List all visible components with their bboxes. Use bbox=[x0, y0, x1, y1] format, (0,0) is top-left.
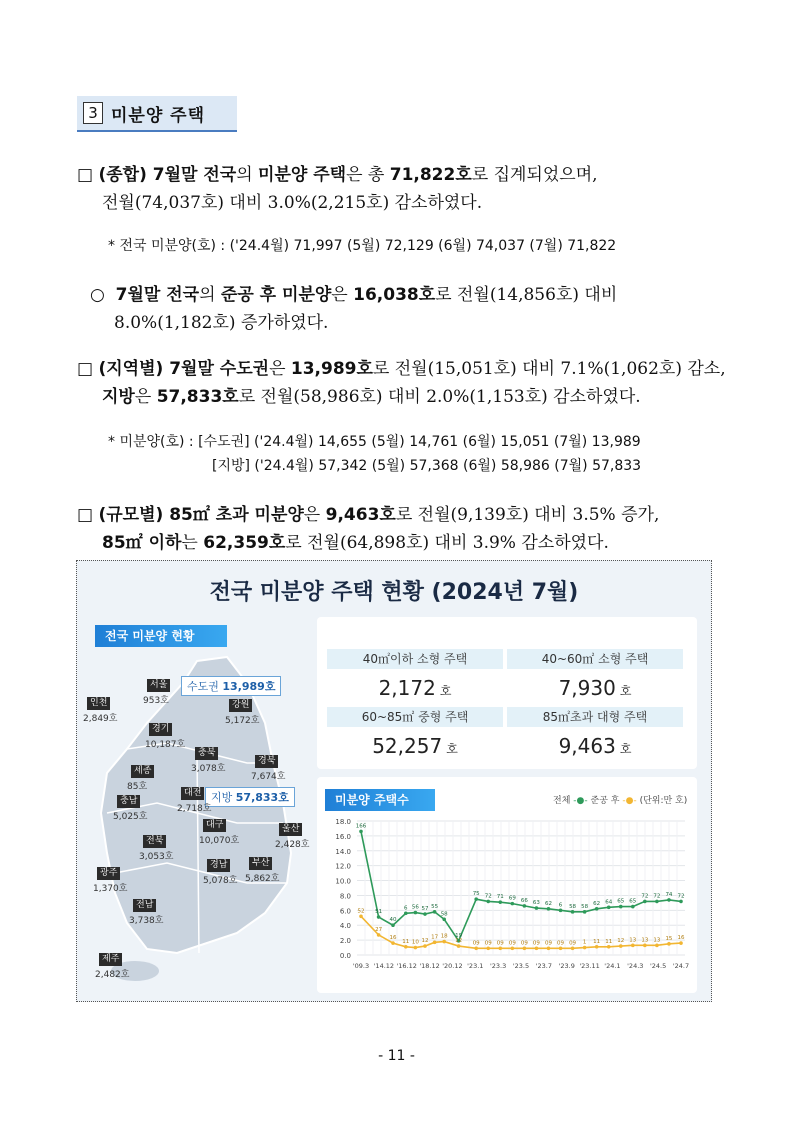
data-label: 6 bbox=[558, 902, 563, 909]
data-point bbox=[643, 900, 647, 904]
paragraph-completed: ○ 7월말 전국의 준공 후 미분양은 16,038호로 전월(14,856호) 대비 bbox=[90, 285, 618, 305]
note-regional-1: * 미분양(호) : [수도권] ('24.4월) 14,655 (5월) 14,761 (6월) 15,051 (7월) 13,989 bbox=[108, 434, 641, 450]
size-category-value: 2,172 호 bbox=[378, 676, 452, 700]
data-label: 72 bbox=[641, 893, 649, 900]
data-label: 64 bbox=[605, 899, 613, 906]
data-point bbox=[547, 947, 551, 951]
legend-unit: (단위:만 호) bbox=[639, 796, 688, 806]
section-number: 3 bbox=[83, 102, 103, 124]
data-point bbox=[619, 944, 623, 948]
region-value: 2,482호 bbox=[95, 970, 130, 980]
region-value: 2,718호 bbox=[177, 804, 212, 814]
data-label: 27 bbox=[375, 926, 383, 933]
region-name: 경북 bbox=[255, 755, 278, 768]
data-point bbox=[571, 910, 575, 914]
data-point bbox=[667, 898, 671, 902]
data-label: 09 bbox=[520, 940, 528, 947]
data-label: 15 bbox=[665, 935, 673, 942]
x-tick-label: '23.3 bbox=[490, 962, 507, 970]
data-point bbox=[595, 907, 599, 911]
region-name: 제주 bbox=[99, 953, 122, 966]
region-name: 강원 bbox=[229, 699, 252, 712]
data-point bbox=[498, 947, 502, 951]
region-name: 울산 bbox=[279, 823, 302, 836]
paragraph-regional: □ (지역별) 7월말 수도권은 13,989호로 전월(15,051호) 대비 7.1%(1,062호) 감소, bbox=[77, 359, 726, 379]
data-label: 16 bbox=[677, 935, 685, 942]
data-label: 6 bbox=[404, 905, 408, 912]
data-label: 55 bbox=[431, 903, 439, 910]
data-point bbox=[643, 944, 647, 948]
y-tick-label: 12.0 bbox=[335, 862, 351, 871]
data-label: 63 bbox=[532, 900, 540, 907]
data-label: 52 bbox=[357, 908, 365, 915]
infographic-title: 전국 미분양 주택 현황 (2024년 7월) bbox=[209, 580, 579, 605]
region-value: 1,370호 bbox=[93, 884, 128, 894]
data-point bbox=[607, 945, 611, 949]
data-point bbox=[414, 946, 418, 950]
region-value: 5,025호 bbox=[113, 812, 148, 822]
data-point bbox=[655, 900, 659, 904]
data-point bbox=[359, 830, 363, 834]
legend-completed: 준공 후 bbox=[590, 796, 620, 806]
region-name: 충북 bbox=[195, 747, 218, 760]
region-value: 3,078호 bbox=[191, 764, 226, 774]
data-point bbox=[667, 942, 671, 946]
paragraph-regional-line2: 지방은 57,833호로 전월(58,986호) 대비 2.0%(1,153호) 감소하였다. bbox=[102, 387, 641, 407]
data-label: 09 bbox=[532, 940, 540, 947]
x-tick-label: '24.3 bbox=[627, 962, 644, 970]
data-point bbox=[655, 944, 659, 948]
data-label: 72 bbox=[653, 893, 661, 900]
data-point bbox=[423, 944, 427, 948]
x-tick-label: '24.7 bbox=[672, 962, 690, 970]
data-point bbox=[523, 904, 527, 908]
data-point bbox=[377, 933, 381, 937]
map-tab: 전국 미분양 현황 bbox=[95, 625, 227, 647]
data-label: 09 bbox=[496, 940, 504, 947]
region-name: 대전 bbox=[181, 787, 204, 800]
data-point bbox=[583, 910, 587, 914]
region-name: 인천 bbox=[87, 697, 110, 710]
data-label: 75 bbox=[472, 891, 480, 898]
data-label: 57 bbox=[421, 906, 429, 913]
legend-total: 전체 bbox=[553, 796, 571, 806]
data-point bbox=[433, 941, 437, 945]
data-label: 12 bbox=[455, 938, 463, 945]
data-label: 12 bbox=[421, 938, 429, 945]
data-label: 58 bbox=[581, 903, 589, 910]
paragraph-size: □ (규모별) 85㎡ 초과 미분양은 9,463호로 전월(9,139호) 대비 3.5% 증가, bbox=[77, 505, 660, 525]
y-tick-label: 0.0 bbox=[339, 952, 351, 960]
paragraph-summary-line2: 전월(74,037호) 대비 3.0%(2,215호) 감소하였다. bbox=[102, 193, 483, 213]
y-tick-label: 2.0 bbox=[339, 937, 351, 946]
data-point bbox=[631, 905, 635, 909]
size-category-label: 40~60㎡ 소형 주택 bbox=[507, 649, 683, 669]
data-label: 18 bbox=[440, 933, 448, 940]
data-label: 62 bbox=[593, 900, 601, 907]
region-value: 3,053호 bbox=[139, 852, 174, 862]
data-label: 09 bbox=[508, 940, 516, 947]
region-value: 3,738호 bbox=[129, 916, 164, 926]
data-point bbox=[377, 915, 381, 919]
region-value: 2,428호 bbox=[275, 840, 310, 850]
data-label: 13 bbox=[629, 937, 637, 944]
data-point bbox=[404, 945, 408, 949]
region-value: 2,849호 bbox=[83, 714, 118, 724]
data-label: 71 bbox=[496, 894, 504, 901]
region-name: 서울 bbox=[147, 679, 170, 692]
data-label: 65 bbox=[629, 898, 637, 905]
x-tick-label: '14.12 bbox=[373, 962, 395, 970]
data-label: 62 bbox=[544, 900, 552, 907]
data-label: 09 bbox=[569, 940, 577, 947]
data-point bbox=[535, 947, 539, 951]
region-value: 85호 bbox=[127, 782, 148, 792]
data-label: 58 bbox=[440, 911, 448, 918]
data-point bbox=[511, 902, 515, 906]
data-point bbox=[391, 923, 395, 927]
data-point bbox=[498, 900, 502, 904]
paragraph-completed-line2: 8.0%(1,182호) 증가하였다. bbox=[114, 313, 329, 333]
data-point bbox=[631, 944, 635, 948]
trend-tab: 미분양 주택수 bbox=[325, 789, 435, 811]
size-category-label: 85㎡초과 대형 주택 bbox=[507, 707, 683, 727]
data-label: 16 bbox=[389, 935, 397, 942]
region-name: 광주 bbox=[97, 867, 120, 880]
region-value: 10,187호 bbox=[145, 740, 186, 750]
data-point bbox=[486, 947, 490, 951]
data-point bbox=[559, 909, 563, 913]
x-tick-label: '16.12 bbox=[396, 962, 417, 970]
size-category-label: 40㎡이하 소형 주택 bbox=[327, 649, 503, 669]
x-tick-label: '09.3 bbox=[352, 962, 370, 970]
data-label: 40 bbox=[389, 917, 397, 924]
x-tick-label: '24.5 bbox=[650, 962, 667, 970]
data-point bbox=[423, 912, 427, 916]
region-name: 부산 bbox=[249, 857, 272, 870]
x-tick-label: '24.1 bbox=[604, 962, 621, 970]
data-label: 11 bbox=[593, 938, 601, 945]
data-label: 51 bbox=[375, 909, 383, 916]
data-point bbox=[679, 900, 683, 904]
x-tick-label: '23.1 bbox=[467, 962, 484, 970]
infographic bbox=[76, 560, 712, 1002]
region-name: 경기 bbox=[149, 723, 172, 736]
page-number: - 11 - bbox=[378, 1048, 415, 1064]
data-point bbox=[442, 940, 446, 944]
data-point bbox=[414, 911, 418, 915]
note-national: * 전국 미분양(호) : ('24.4월) 71,997 (5월) 72,129 (6월) 74,037 (7월) 71,822 bbox=[108, 238, 617, 254]
capital-callout: 수도권 13,989호 bbox=[181, 676, 281, 696]
size-category-value: 9,463 호 bbox=[558, 734, 632, 758]
data-point bbox=[619, 905, 623, 909]
region-value: 5,862호 bbox=[245, 874, 280, 884]
y-tick-label: 4.0 bbox=[339, 922, 351, 931]
data-label: 56 bbox=[411, 904, 419, 911]
region-value: 7,674호 bbox=[251, 772, 286, 782]
data-label: 166 bbox=[355, 823, 367, 830]
size-category-value: 52,257 호 bbox=[372, 734, 458, 758]
paragraph-summary: □ (종합) 7월말 전국의 미분양 주택은 총 71,822호로 집계되었으며, bbox=[77, 165, 598, 185]
data-label: 09 bbox=[484, 940, 492, 947]
data-point bbox=[595, 945, 599, 949]
region-name: 전북 bbox=[143, 835, 166, 848]
size-category-value: 7,930 호 bbox=[558, 676, 632, 700]
y-tick-label: 8.0 bbox=[339, 892, 351, 901]
data-label: 09 bbox=[544, 940, 552, 947]
paragraph-size-line2: 85㎡ 이하는 62,359호로 전월(64,898호) 대비 3.9% 감소하였다. bbox=[102, 533, 609, 553]
local-callout: 지방 57,833호 bbox=[205, 787, 295, 807]
y-tick-label: 16.0 bbox=[335, 832, 351, 841]
data-label: 09 bbox=[472, 940, 480, 947]
x-tick-label: '23.7 bbox=[535, 962, 552, 970]
data-point bbox=[523, 947, 527, 951]
data-point bbox=[511, 947, 515, 951]
region-value: 953호 bbox=[143, 696, 169, 706]
x-tick-label: '18.12 bbox=[419, 962, 440, 970]
region-value: 10,070호 bbox=[199, 836, 240, 846]
region-name: 대구 bbox=[203, 819, 226, 832]
data-label: 65 bbox=[617, 898, 625, 905]
data-point bbox=[433, 910, 437, 914]
data-point bbox=[359, 914, 363, 918]
y-tick-label: 10.0 bbox=[335, 877, 351, 886]
data-label: 66 bbox=[520, 897, 528, 904]
data-label: 13 bbox=[653, 937, 661, 944]
data-label: 19 bbox=[455, 932, 463, 939]
data-point bbox=[571, 947, 575, 951]
size-category-label: 60~85㎡ 중형 주택 bbox=[327, 707, 503, 727]
x-tick-label: '23.9 bbox=[558, 962, 575, 970]
data-point bbox=[391, 941, 395, 945]
trend-chart bbox=[323, 815, 693, 975]
note-regional-2: [지방] ('24.4월) 57,342 (5월) 57,368 (6월) 58,986 (7월) 57,833 bbox=[212, 458, 642, 474]
region-name: 경남 bbox=[207, 859, 230, 872]
data-point bbox=[442, 917, 446, 921]
data-label: 58 bbox=[569, 903, 577, 910]
y-tick-label: 14.0 bbox=[335, 847, 351, 856]
region-value: 5,078호 bbox=[203, 876, 238, 886]
series-line-total bbox=[361, 831, 681, 940]
x-tick-label: '23.11 bbox=[579, 962, 600, 970]
data-point bbox=[547, 907, 551, 911]
data-label: 09 bbox=[557, 940, 565, 947]
data-label: 10 bbox=[411, 939, 419, 946]
data-point bbox=[404, 912, 408, 916]
y-tick-label: 6.0 bbox=[339, 907, 351, 916]
data-point bbox=[457, 944, 461, 948]
data-point bbox=[474, 947, 478, 951]
data-point bbox=[607, 906, 611, 910]
region-name: 전남 bbox=[133, 899, 156, 912]
region-name: 세종 bbox=[131, 765, 154, 778]
data-point bbox=[535, 906, 539, 910]
data-point bbox=[559, 947, 563, 951]
y-tick-label: 18.0 bbox=[335, 818, 351, 826]
data-point bbox=[474, 897, 478, 901]
x-tick-label: '23.5 bbox=[512, 962, 530, 970]
section-header bbox=[77, 96, 237, 132]
data-label: 72 bbox=[677, 893, 685, 900]
data-label: 12 bbox=[617, 938, 625, 945]
data-label: 74 bbox=[665, 891, 673, 898]
region-value: 5,172호 bbox=[225, 716, 260, 726]
data-label: 13 bbox=[641, 937, 649, 944]
chart-legend: 전체 -●- 준공 후 -●- (단위:만 호) bbox=[553, 796, 688, 806]
data-point bbox=[486, 900, 490, 904]
data-label: 1 bbox=[582, 939, 587, 946]
data-label: 11 bbox=[605, 938, 613, 945]
data-label: 69 bbox=[508, 895, 516, 902]
data-label: 17 bbox=[431, 934, 439, 941]
data-label: 11 bbox=[402, 938, 410, 945]
data-point bbox=[679, 941, 683, 945]
data-point bbox=[583, 946, 587, 950]
region-name: 충남 bbox=[117, 795, 140, 808]
data-label: 72 bbox=[484, 893, 492, 900]
section-title: 미분양 주택 bbox=[111, 105, 206, 126]
x-tick-label: '20.12 bbox=[442, 962, 463, 970]
